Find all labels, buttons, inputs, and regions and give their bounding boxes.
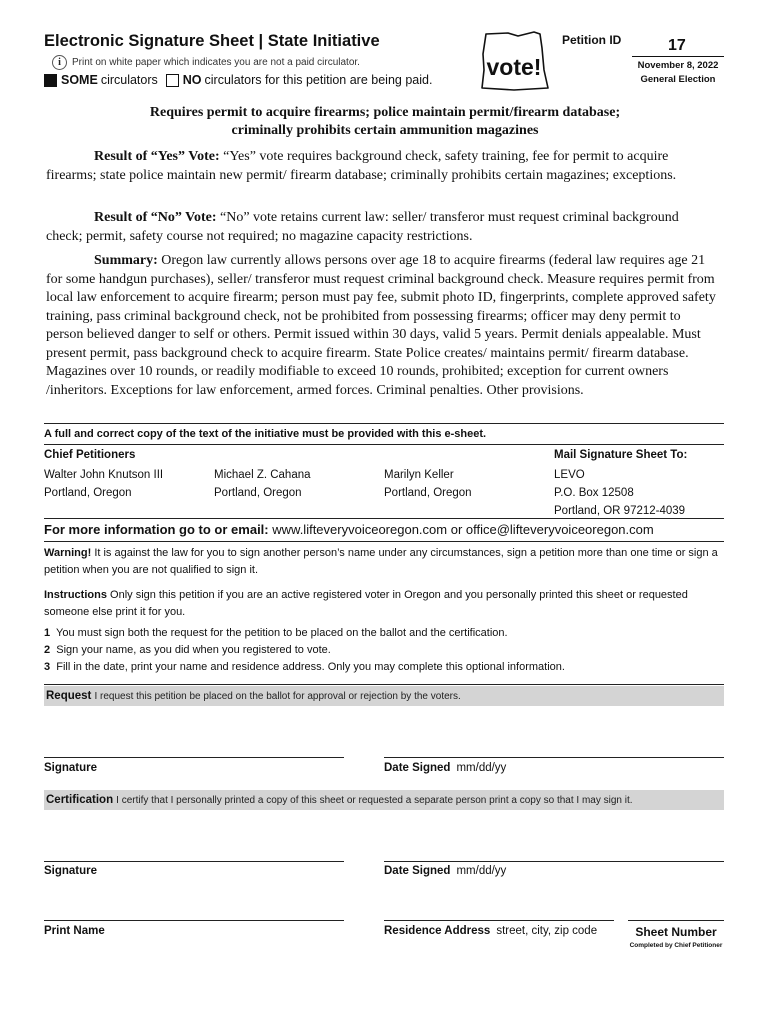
paper-notice-text: Print on white paper which indicates you are not a paid circulator. <box>72 57 360 68</box>
no-text: circulators for this petition are being paid. <box>204 73 433 87</box>
warning-label: Warning! <box>44 547 92 559</box>
page-title: Electronic Signature Sheet | State Initiative <box>44 32 380 50</box>
ballot-title-line-2: criminally prohibits certain ammunition magazines <box>231 123 539 138</box>
logo-text: vote! <box>486 54 542 80</box>
yes-vote-label: Result of “Yes” Vote: <box>94 149 220 164</box>
sheet-number-label: Sheet Number <box>635 925 717 939</box>
no-vote-label: Result of “No” Vote: <box>94 210 217 225</box>
date-format-hint: mm/dd/yy <box>456 865 507 877</box>
address-hint: street, city, zip code <box>496 925 598 937</box>
copy-notice: A full and correct copy of the text of the initiative must be provided with this e-sheet. <box>44 428 487 440</box>
certification-bar <box>44 790 724 810</box>
info-icon: i <box>52 55 67 70</box>
residence-address-label: Residence Address street, city, zip code <box>384 925 598 937</box>
mail-address <box>554 466 685 520</box>
measure-summary <box>46 252 716 400</box>
no-vote-text: “No” vote retains current law: seller/ transferor must request criminal background check; permit, safety course not required; no magazine capacity restrictions. <box>46 210 679 244</box>
no-vote-result <box>46 209 716 246</box>
petitioner-city: Portland, Oregon <box>44 487 132 499</box>
certification-signature-line[interactable] <box>44 861 344 862</box>
election-name: General Election <box>640 74 716 85</box>
certification-signature-label: Signature <box>44 865 98 877</box>
petition-id-label: Petition ID <box>562 33 622 47</box>
divider <box>44 684 724 685</box>
petition-id-value: 17 <box>668 37 686 54</box>
residence-address-line[interactable] <box>384 920 614 921</box>
certification-date-label: Date Signed mm/dd/yy <box>384 865 507 877</box>
instruction-step: 3 Fill in the date, print your name and residence address. Only you may complete this optional information. <box>44 661 565 673</box>
sheet-number-note: Completed by Chief Petitioner <box>629 942 723 949</box>
petitioner-city: Portland, Oregon <box>384 487 472 499</box>
request-signature-label: Signature <box>44 762 98 774</box>
instructions <box>44 587 734 621</box>
summary-text: Oregon law currently allows persons over age 18 to acquire firearms (federal law requires age 21 for some handgun purchases), seller/ transferor must request criminal background check. Measure requires permit from local law enforcement to acquire firearm; person must pay fee, submit photo ID, fingerprints, complete approved safety training, pass criminal background check, not be prohibited from possessing firearms; officer may deny permit to person believed danger to self or others. Permit issued within 30 days, valid 5 years. Permit denials appealable. Must present permit, pass background check to acquire firearm. State Police creates/ maintains permit/ firearm database. Magazines over 10 rounds, or readily modifiable to exceed 10 rounds, prohibited; exception for current owners /inheritors. Exceptions for law enforcement, armed forces. Criminal penalties. Other provisions. <box>46 253 716 398</box>
election-info <box>632 59 724 87</box>
print-name-line[interactable] <box>44 920 344 921</box>
divider <box>44 423 724 424</box>
petitioner-city: Portland, Oregon <box>214 487 302 499</box>
chief-petitioners-heading: Chief Petitioners <box>44 449 136 461</box>
instruction-steps <box>44 625 734 676</box>
date-format-hint: mm/dd/yy <box>456 762 507 774</box>
instruction-step: 1 You must sign both the request for the petition to be placed on the ballot and the certification. <box>44 627 508 639</box>
yes-vote-text: “Yes” vote requires background check, safety training, fee for permit to acquire firearms; state police maintain new permit/ firearm database; criminally prohibits certain magazines; exceptions. <box>46 149 677 183</box>
request-text: I request this petition be placed on the ballot for approval or rejection by the voters. <box>94 691 461 702</box>
divider <box>44 518 724 519</box>
request-date-line[interactable] <box>384 757 724 758</box>
instructions-label: Instructions <box>44 589 107 601</box>
print-name-label: Print Name <box>44 925 105 937</box>
no-circulators-checkbox[interactable] <box>166 74 179 87</box>
divider <box>44 541 724 542</box>
request-label: Request <box>46 690 92 702</box>
instruction-step: 2 Sign your name, as you did when you registered to vote. <box>44 644 331 656</box>
yes-vote-result <box>46 148 716 185</box>
warning <box>44 545 734 579</box>
summary-label: Summary: <box>94 253 158 268</box>
request-date-label: Date Signed mm/dd/yy <box>384 762 507 774</box>
petitioner-name: Marilyn Keller <box>384 469 454 481</box>
petitioner-2 <box>214 466 311 502</box>
mail-line: Portland, OR 97212-4039 <box>554 505 686 517</box>
some-text: circulators <box>100 73 158 87</box>
no-label: NO <box>182 73 202 87</box>
some-circulators-checkbox[interactable] <box>44 74 57 87</box>
contact-line <box>44 522 654 537</box>
oregon-vote-logo <box>478 30 558 92</box>
certification-label: Certification <box>46 794 114 806</box>
sheet-number-line[interactable] <box>628 920 724 921</box>
divider <box>44 444 724 445</box>
ballot-title <box>100 104 670 140</box>
mail-line: P.O. Box 12508 <box>554 487 634 499</box>
certification-text: I certify that I personally printed a copy of this sheet or requested a separate person print a copy so that I may sign it. <box>116 795 633 806</box>
mail-heading: Mail Signature Sheet To: <box>554 449 688 461</box>
contact-label: For more information go to or email: <box>44 522 269 537</box>
instructions-text: Only sign this petition if you are an active registered voter in Oregon and you personally printed this sheet or requested someone else print it for you. <box>44 589 688 618</box>
some-label: SOME <box>61 73 98 87</box>
petitioner-3 <box>384 466 472 502</box>
request-signature-line[interactable] <box>44 757 344 758</box>
contact-value: www.lifteveryvoiceoregon.com or office@lifteveryvoiceoregon.com <box>272 522 654 537</box>
circulator-status <box>44 73 432 87</box>
request-bar <box>44 686 724 706</box>
ballot-title-line-1: Requires permit to acquire firearms; police maintain permit/firearm database; <box>149 105 621 120</box>
mail-line: LEVO <box>554 469 585 481</box>
divider <box>632 56 724 57</box>
certification-date-line[interactable] <box>384 861 724 862</box>
paper-notice <box>52 55 360 70</box>
petitioner-name: Walter John Knutson III <box>44 469 164 481</box>
election-date: November 8, 2022 <box>637 60 719 71</box>
petitioner-1 <box>44 466 163 502</box>
petitioner-name: Michael Z. Cahana <box>214 469 311 481</box>
warning-text: It is against the law for you to sign another person’s name under any circumstances, sign a petition more than one time or sign a petition when you are not qualified to sign it. <box>44 547 718 576</box>
